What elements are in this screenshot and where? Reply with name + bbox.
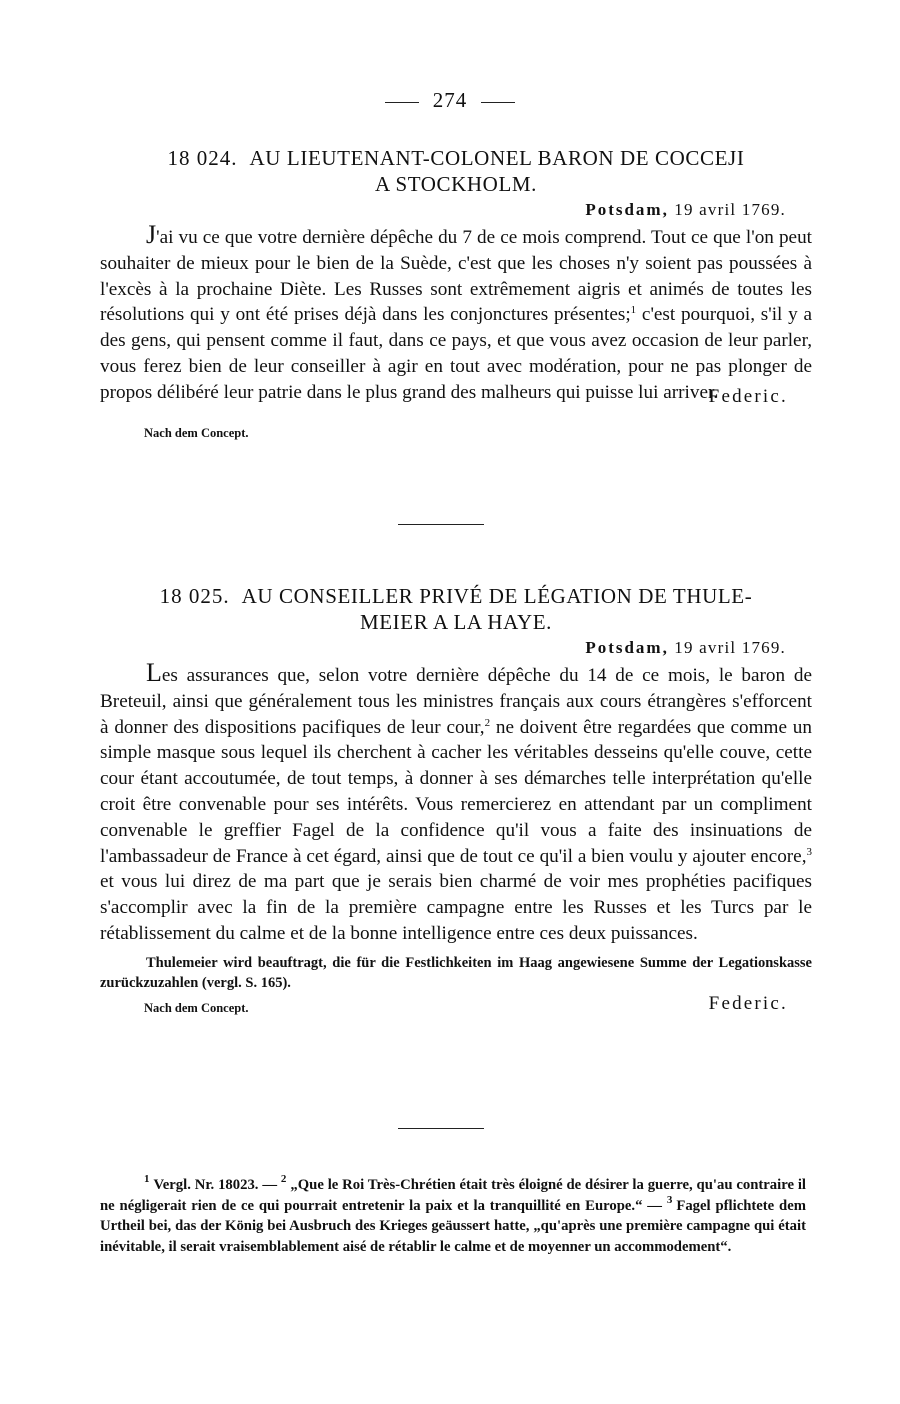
letter-body (100, 220, 812, 406)
footnotes (100, 1175, 806, 1257)
source-note: Nach dem Concept. (144, 1000, 249, 1015)
body-text-1: 'ai vu ce que votre dernière dépêche du 7 de ce mois comprend. Tout ce que l'on peut souhaiter de mieux pour le bien de la Suède, c'est que les choses n'y soient pas poussées à l'excès à la prochaine Diète. Les Russes sont extrêmement aigris et animés de toutes les résolutions qui y ont été prises déjà dans les conjonctures présentes; (100, 227, 812, 326)
signature-row (100, 385, 812, 432)
body-text-3: et vous lui direz de ma part que je serais bien charmé de voir mes prophéties pacifiques s'accomplir avec la fin de la première campagne entre les Russes et les Turcs par le rétablissement du calme et de la bonne intelligence entre ces deux puissances. (100, 871, 812, 944)
place: Potsdam, (585, 200, 669, 219)
source-note: Nach dem Concept. (144, 425, 249, 440)
header-dash-right (481, 102, 515, 103)
header-dash-left (385, 102, 419, 103)
separator-rule (398, 1128, 484, 1129)
footnote-mark: 2 (280, 1173, 287, 1185)
letter-18024 (100, 145, 812, 441)
footnote-2: „Que le Roi Très-Chrétien était très éloigné de désirer la guerre, qu'au contraire il ne négligerait rien de ce qui pourrait entretenir la paix et la tranquillité en Europe.“ — (100, 1177, 807, 1214)
body-text-2: ne doivent être regardées que comme un simple masque sous lequel ils cherchent à cacher les véritables desseins qu'elle couve, cette cour étant accoutumée, de tout temps, à donner à ses démarches telle interprétation qu'elle croit être convenable pour ses intérêts. Vous remercierez en attendant par un compliment convenable le greffier Fagel de la confidence qu'il vous a faite des insinuations de l'ambassadeur de France à cet égard, ainsi que de tout ce qu'il a bien voulu y ajouter encore, (100, 716, 812, 867)
page-header (0, 88, 900, 113)
place: Potsdam, (585, 638, 669, 657)
letter-number: 18 025. (159, 584, 230, 608)
letter-title-line2: MEIER A LA HAYE. (359, 610, 552, 634)
letter-title (100, 145, 812, 171)
place-date (100, 199, 812, 221)
letter-title (100, 583, 812, 609)
summary-note: Thulemeier wird beauftragt, die für die Festlichkeiten im Haag angewiesene Summe der Legationskasse zurückzuzahlen (vergl. S. 165). (100, 954, 812, 991)
footnote-1: Vergl. Nr. 18023. — (153, 1177, 278, 1193)
place-date (100, 637, 812, 659)
footnote-ref: 1 (630, 304, 637, 317)
letter-title-line1: AU LIEUTENANT-COLONEL BARON DE COCCEJI (249, 146, 745, 170)
separator-rule (398, 524, 484, 525)
date: 19 avril 1769. (674, 638, 786, 657)
body-text-2: c'est pourquoi, s'il y a des gens, qui pensent comme il faut, dans ce pays, et que vous avez occasion de leur parler, vous ferez bien de leur conseiller à agir en tout avec modération, pour ne pas plonger de propos délibéré leur patrie dans le plus grand des malheurs qui puisse lui arriver. (100, 304, 812, 403)
letter-body (100, 658, 812, 947)
letter-number: 18 024. (167, 146, 238, 170)
footnote-ref: 3 (806, 845, 812, 858)
footnote-ref: 2 (484, 716, 491, 729)
letter-18025 (100, 583, 812, 1021)
footnote-mark: 3 (666, 1193, 673, 1206)
letter-title-line2: A STOCKHOLM. (374, 172, 537, 196)
drop-cap: J (146, 220, 157, 249)
footnote-mark: 1 (144, 1173, 150, 1185)
letter-title-line1: AU CONSEILLER PRIVÉ DE LÉGATION DE THULE- (241, 584, 753, 608)
signature-row (100, 992, 812, 1021)
footnote-3: Fagel pflichtete dem Urtheil bei, das der König bei Ausbruch des Krieges geäussert hatte, „qu'après une première campagne qui était inévitable, il serait vraisemblablement aisé de rétablir le calme et de moyenner un accommodement“. (100, 1197, 806, 1255)
signature: Federic. (708, 385, 788, 407)
date: 19 avril 1769. (674, 200, 786, 219)
drop-cap: L (146, 658, 162, 687)
signature: Federic. (708, 992, 788, 1014)
body-text-1: es assurances que, selon votre dernière dépêche du 14 de ce mois, le baron de Breteuil, ainsi que généralement tous les ministres français aux cours étrangères s'efforcent à donner des dispositions pacifiques de leur cour, (100, 665, 812, 738)
page-number: 274 (432, 88, 468, 112)
